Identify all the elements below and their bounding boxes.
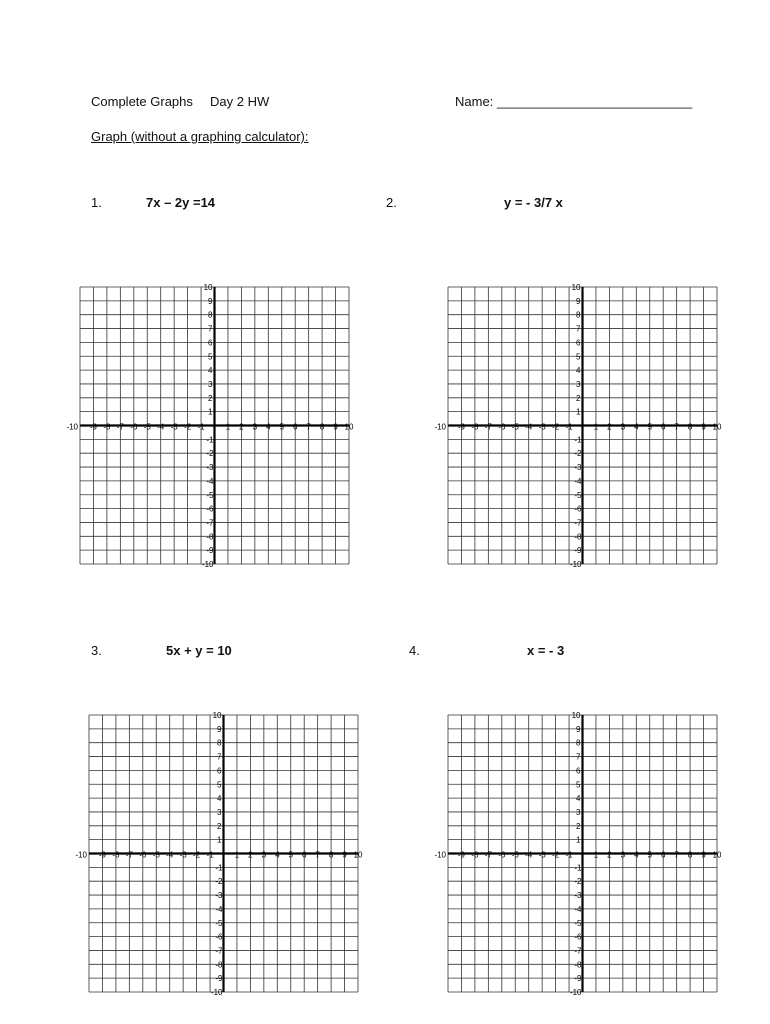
x-tick-label: 3: [620, 422, 626, 432]
name-line[interactable]: ___________________________: [497, 94, 693, 109]
y-tick-label: -1: [574, 863, 582, 873]
y-tick-label: 6: [217, 766, 222, 776]
x-tick-label: 9: [342, 850, 347, 860]
worksheet-day: Day 2 HW: [210, 94, 270, 109]
y-tick-label: 4: [208, 366, 213, 376]
y-tick-label: -2: [574, 877, 582, 887]
x-tick-label: -9: [457, 850, 466, 860]
x-tick-label: -10: [66, 422, 78, 432]
x-tick-label: -2: [552, 850, 560, 860]
x-tick-label: 8: [687, 850, 693, 860]
y-tick-label: -8: [206, 532, 214, 542]
x-tick-label: 5: [647, 422, 652, 432]
y-tick-label: -5: [574, 918, 582, 928]
instructions: Graph (without a graphing calculator):: [91, 129, 309, 144]
y-tick-label: -8: [574, 960, 582, 970]
y-tick-label: -8: [215, 960, 223, 970]
x-tick-label: 9: [701, 850, 706, 860]
y-tick-label: 9: [576, 724, 581, 734]
x-tick-label: 4: [634, 850, 639, 860]
x-tick-label: -2: [184, 422, 192, 432]
y-tick-label: -7: [215, 946, 223, 956]
x-tick-label: -7: [125, 850, 133, 860]
y-tick-label: -1: [574, 435, 582, 445]
y-tick-label: 2: [217, 821, 222, 831]
y-tick-label: -5: [206, 490, 214, 500]
y-tick-label: -3: [215, 891, 223, 901]
problem-2-number: 2.: [386, 195, 397, 210]
x-tick-label: 10: [712, 422, 722, 432]
x-tick-label: -9: [98, 850, 107, 860]
x-tick-label: -10: [434, 850, 446, 860]
x-tick-label: 6: [301, 850, 307, 860]
x-tick-label: -1: [565, 850, 573, 860]
x-tick-label: -3: [170, 422, 178, 432]
y-tick-label: 7: [576, 752, 581, 762]
y-tick-label: 2: [208, 393, 213, 403]
x-tick-label: -7: [116, 422, 124, 432]
y-tick-label: -9: [574, 546, 582, 556]
x-tick-label: 7: [306, 422, 311, 432]
y-tick-label: -5: [574, 490, 582, 500]
y-tick-label: -4: [574, 904, 582, 914]
x-tick-label: 4: [266, 422, 271, 432]
y-tick-label: 3: [208, 379, 213, 389]
x-tick-label: 1: [593, 850, 599, 860]
y-tick-label: 4: [217, 794, 222, 804]
coordinate-grid-3[interactable]: [70, 704, 370, 999]
y-tick-label: 7: [208, 324, 213, 334]
x-tick-label: -5: [511, 850, 519, 860]
y-tick-label: 7: [576, 324, 581, 334]
y-tick-label: 8: [217, 738, 222, 748]
coordinate-grid-2[interactable]: [425, 276, 725, 571]
y-tick-label: 3: [576, 807, 581, 817]
x-tick-label: 7: [674, 422, 679, 432]
coordinate-grid-1[interactable]: [60, 276, 360, 571]
x-tick-label: 8: [319, 422, 325, 432]
x-tick-label: -8: [471, 850, 479, 860]
x-tick-label: -1: [197, 422, 205, 432]
x-tick-label: -2: [193, 850, 201, 860]
y-tick-label: -7: [574, 946, 582, 956]
x-tick-label: -1: [206, 850, 214, 860]
y-tick-label: 8: [208, 310, 213, 320]
x-tick-label: 1: [593, 422, 599, 432]
y-tick-label: -6: [215, 932, 223, 942]
problem-1-number: 1.: [91, 195, 102, 210]
y-tick-label: -6: [574, 932, 582, 942]
x-tick-label: 4: [275, 850, 280, 860]
y-tick-label: 3: [576, 379, 581, 389]
x-tick-label: 2: [607, 850, 612, 860]
x-tick-label: 9: [333, 422, 338, 432]
problem-3-number: 3.: [91, 643, 102, 658]
x-tick-label: -10: [434, 422, 446, 432]
x-tick-label: -6: [498, 422, 506, 432]
x-tick-label: 2: [248, 850, 253, 860]
x-tick-label: -10: [75, 850, 87, 860]
y-tick-label: 4: [576, 366, 581, 376]
y-tick-label: 10: [571, 283, 581, 292]
x-tick-label: -4: [525, 422, 533, 432]
y-tick-label: 5: [217, 780, 222, 790]
x-tick-label: 6: [292, 422, 298, 432]
x-tick-label: -3: [538, 422, 546, 432]
x-tick-label: -4: [525, 850, 533, 860]
y-tick-label: -6: [206, 504, 214, 514]
x-tick-label: 1: [234, 850, 240, 860]
y-tick-label: 7: [217, 752, 222, 762]
y-tick-label: -10: [201, 560, 214, 569]
problem-4-equation: x = - 3: [527, 643, 565, 658]
problem-2-equation: y = - 3/7 x: [504, 195, 563, 210]
y-tick-label: -2: [206, 449, 214, 459]
y-tick-label: 8: [576, 738, 581, 748]
x-tick-label: -6: [139, 850, 147, 860]
y-tick-label: 6: [208, 338, 213, 348]
y-tick-label: 5: [576, 352, 581, 362]
y-tick-label: -3: [206, 463, 214, 473]
x-tick-label: -2: [552, 422, 560, 432]
y-tick-label: 1: [217, 835, 222, 845]
y-tick-label: -8: [574, 532, 582, 542]
x-tick-label: -5: [511, 422, 519, 432]
y-tick-label: -9: [215, 974, 223, 984]
x-tick-label: 5: [647, 850, 652, 860]
x-tick-label: -3: [538, 850, 546, 860]
y-tick-label: 5: [576, 780, 581, 790]
y-tick-label: -1: [215, 863, 223, 873]
x-tick-label: 10: [353, 850, 363, 860]
worksheet-title: Complete Graphs: [91, 94, 193, 109]
x-tick-label: 8: [687, 422, 693, 432]
problem-4-number: 4.: [409, 643, 420, 658]
y-tick-label: -9: [206, 546, 214, 556]
coordinate-grid-4[interactable]: [425, 704, 725, 999]
x-tick-label: 7: [674, 850, 679, 860]
y-tick-label: 3: [217, 807, 222, 817]
y-tick-label: -10: [569, 560, 582, 569]
x-tick-label: -9: [89, 422, 98, 432]
x-tick-label: 3: [252, 422, 258, 432]
x-tick-label: -4: [157, 422, 165, 432]
y-tick-label: -3: [574, 463, 582, 473]
x-tick-label: -3: [179, 850, 187, 860]
x-tick-label: 6: [660, 422, 666, 432]
x-tick-label: 7: [315, 850, 320, 860]
x-tick-label: -5: [143, 422, 151, 432]
y-tick-label: 2: [576, 821, 581, 831]
y-tick-label: -4: [574, 476, 582, 486]
y-tick-label: 6: [576, 338, 581, 348]
x-tick-label: 2: [239, 422, 244, 432]
x-tick-label: 6: [660, 850, 666, 860]
x-tick-label: 3: [261, 850, 267, 860]
y-tick-label: 10: [203, 283, 213, 292]
y-tick-label: -2: [574, 449, 582, 459]
y-tick-label: -7: [574, 518, 582, 528]
x-tick-label: -6: [130, 422, 138, 432]
y-tick-label: 2: [576, 393, 581, 403]
x-tick-label: 4: [634, 422, 639, 432]
y-tick-label: 8: [576, 310, 581, 320]
x-tick-label: -8: [471, 422, 479, 432]
y-tick-label: -5: [215, 918, 223, 928]
y-tick-label: -10: [569, 988, 582, 997]
x-tick-label: 10: [712, 850, 722, 860]
y-tick-label: 5: [208, 352, 213, 362]
y-tick-label: -7: [206, 518, 214, 528]
y-tick-label: -2: [215, 877, 223, 887]
y-tick-label: 10: [571, 711, 581, 720]
y-tick-label: 9: [217, 724, 222, 734]
x-tick-label: -6: [498, 850, 506, 860]
y-tick-label: 1: [208, 407, 213, 417]
y-tick-label: -6: [574, 504, 582, 514]
y-tick-label: -4: [215, 904, 223, 914]
x-tick-label: -9: [457, 422, 466, 432]
y-tick-label: -3: [574, 891, 582, 901]
y-tick-label: 6: [576, 766, 581, 776]
y-tick-label: 9: [576, 296, 581, 306]
x-tick-label: -7: [484, 850, 492, 860]
x-tick-label: 10: [344, 422, 354, 432]
y-tick-label: 9: [208, 296, 213, 306]
y-tick-label: -9: [574, 974, 582, 984]
y-tick-label: -4: [206, 476, 214, 486]
x-tick-label: -8: [103, 422, 111, 432]
x-tick-label: 1: [225, 422, 231, 432]
x-tick-label: 8: [328, 850, 334, 860]
x-tick-label: -1: [565, 422, 573, 432]
problem-1-equation: 7x – 2y =14: [146, 195, 216, 210]
x-tick-label: 5: [279, 422, 284, 432]
x-tick-label: 3: [620, 850, 626, 860]
x-tick-label: -8: [112, 850, 120, 860]
y-tick-label: 4: [576, 794, 581, 804]
name-label: Name:: [455, 94, 494, 109]
x-tick-label: 9: [701, 422, 706, 432]
x-tick-label: -5: [152, 850, 160, 860]
y-tick-label: -1: [206, 435, 214, 445]
y-tick-label: -10: [210, 988, 223, 997]
x-tick-label: -4: [166, 850, 174, 860]
y-tick-label: 1: [576, 407, 581, 417]
x-tick-label: 2: [607, 422, 612, 432]
y-tick-label: 10: [212, 711, 222, 720]
x-tick-label: 5: [288, 850, 293, 860]
y-tick-label: 1: [576, 835, 581, 845]
problem-3-equation: 5x + y = 10: [166, 643, 232, 658]
x-tick-label: -7: [484, 422, 492, 432]
